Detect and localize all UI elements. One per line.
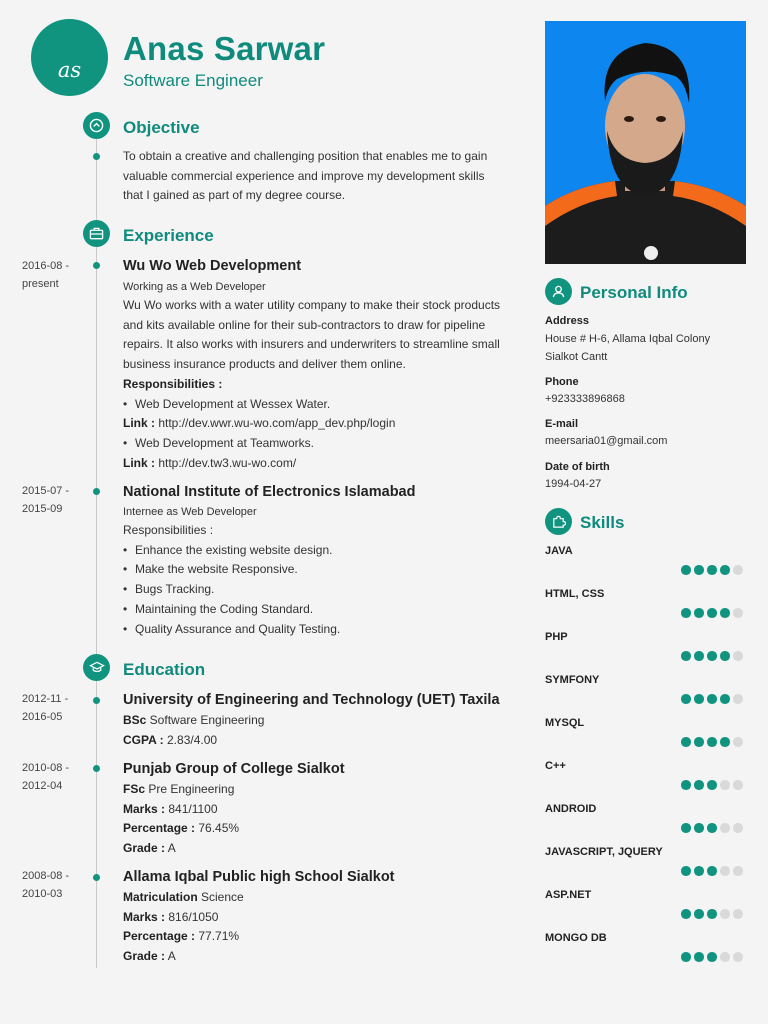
rating-dot	[694, 866, 704, 876]
timeline-dot	[93, 697, 100, 704]
rating-dot	[720, 694, 730, 704]
timeline-dot	[93, 153, 100, 160]
phone-label: Phone	[545, 376, 579, 388]
rating-dot	[733, 952, 743, 962]
rating-dot	[720, 737, 730, 747]
skill-rating	[681, 866, 743, 876]
timeline-dot	[93, 262, 100, 269]
rating-dot	[720, 608, 730, 618]
responsibilities-label: Responsibilities :	[123, 376, 223, 391]
email-value: meersaria01@gmail.com	[545, 435, 668, 447]
section-title-objective: Objective	[123, 118, 200, 137]
edu-date: 2012-11 - 2016-05	[22, 693, 69, 723]
rating-dot	[733, 866, 743, 876]
list-item: • Quality Assurance and Quality Testing.	[123, 620, 340, 640]
rating-dot	[681, 737, 691, 747]
rating-dot	[694, 737, 704, 747]
link-text[interactable]: http://dev.tw3.wu-wo.com/	[158, 455, 297, 470]
rating-dot	[733, 608, 743, 618]
job-company: Wu Wo Web Development	[123, 258, 302, 274]
timeline-line	[96, 128, 97, 968]
rating-dot	[733, 737, 743, 747]
rating-dot	[707, 866, 717, 876]
objective-text: To obtain a creative and challenging position that enables me to gain valuable commercial experience and improve my development skills that I gained as part of my degree course.	[123, 149, 488, 203]
rating-dot	[733, 565, 743, 575]
section-title-experience: Experience	[123, 226, 214, 245]
rating-dot	[681, 866, 691, 876]
rating-dot	[720, 909, 730, 919]
rating-dot	[694, 608, 704, 618]
target-icon	[83, 112, 110, 139]
rating-dot	[681, 780, 691, 790]
rating-dot	[707, 694, 717, 704]
rating-dot	[707, 565, 717, 575]
rating-dot	[681, 651, 691, 661]
skill-rating	[681, 909, 743, 919]
address-value: House # H-6, Allama Iqbal Colony Sialkot Cantt	[545, 333, 711, 363]
job-date: 2016-08 - present	[22, 260, 70, 290]
email-label: E-mail	[545, 418, 579, 430]
rating-dot	[720, 565, 730, 575]
list-item: • Web Development at Wessex Water.	[123, 395, 500, 415]
edu-date: 2010-08 - 2012-04	[22, 762, 70, 792]
link-text[interactable]: http://dev.wwr.wu-wo.com/app_dev.php/login	[158, 416, 396, 431]
edu-date: 2008-08 - 2010-03	[22, 870, 70, 900]
skill-rating	[681, 952, 743, 962]
rating-dot	[733, 651, 743, 661]
rating-dot	[707, 823, 717, 833]
skill-name: SYMFONY	[545, 674, 600, 686]
edu-details: Matriculation Science Marks : 816/1050 Percentage : 77.71% Grade : A	[123, 890, 244, 964]
rating-dot	[720, 651, 730, 661]
skill-rating	[681, 823, 743, 833]
timeline-dot	[93, 765, 100, 772]
rating-dot	[694, 565, 704, 575]
rating-dot	[694, 823, 704, 833]
rating-dot	[694, 651, 704, 661]
rating-dot	[681, 565, 691, 575]
skill-name: ANDROID	[545, 803, 597, 815]
skill-rating	[681, 565, 743, 575]
dob-value: 1994-04-27	[545, 478, 602, 490]
job-description: Wu Wo works with a water utility company to make their stock products and kits available online for their sub-contractors to draw for pipeline repairs. It also works with insurers and underwriters to streamline small business insurance products and deliver them online. Responsibilities : • Web Development at Wessex Water. Link : http://dev.wwr.wu-wo.com/app_dev.php/login • Web Development at Teamworks. Link : http://dev.tw3.wu-wo.com/	[123, 296, 500, 473]
rating-dot	[681, 608, 691, 618]
rating-dot	[694, 780, 704, 790]
edu-school: Punjab Group of College Sialkot	[123, 761, 345, 777]
skill-name: HTML, CSS	[545, 588, 605, 600]
rating-dot	[720, 866, 730, 876]
skill-rating	[681, 737, 743, 747]
list-item: • Bugs Tracking.	[123, 580, 340, 600]
rating-dot	[681, 694, 691, 704]
skill-name: ASP.NET	[545, 889, 592, 901]
job-date: 2015-07 - 2015-09	[22, 485, 70, 515]
skill-rating	[681, 694, 743, 704]
skill-name: MYSQL	[545, 717, 585, 729]
profile-photo	[545, 21, 746, 264]
rating-dot	[707, 952, 717, 962]
user-icon	[545, 278, 572, 305]
skill-rating	[681, 780, 743, 790]
list-item: • Maintaining the Coding Standard.	[123, 600, 340, 620]
rating-dot	[720, 952, 730, 962]
job-position: Working as a Web Developer	[123, 281, 266, 293]
briefcase-icon	[83, 220, 110, 247]
job-position: Internee as Web Developer	[123, 506, 257, 518]
timeline-dot	[93, 874, 100, 881]
rating-dot	[681, 823, 691, 833]
candidate-name: Anas Sarwar	[123, 30, 326, 67]
skill-name: JAVA	[545, 545, 573, 557]
rating-dot	[707, 737, 717, 747]
dob-label: Date of birth	[545, 461, 610, 473]
phone-value: +923333896868	[545, 393, 625, 405]
puzzle-icon	[545, 508, 572, 535]
rating-dot	[733, 909, 743, 919]
list-item: • Enhance the existing website design.	[123, 541, 340, 561]
rating-dot	[694, 952, 704, 962]
timeline-dot	[93, 488, 100, 495]
rating-dot	[720, 780, 730, 790]
initials-logo	[31, 19, 108, 96]
skill-name: MONGO DB	[545, 932, 607, 944]
graduation-cap-icon	[83, 654, 110, 681]
rating-dot	[707, 608, 717, 618]
skill-name: C++	[545, 760, 566, 772]
rating-dot	[694, 694, 704, 704]
rating-dot	[733, 694, 743, 704]
job-role: Software Engineer	[123, 71, 263, 90]
section-title-skills: Skills	[580, 513, 625, 532]
section-title-personal: Personal Info	[580, 283, 688, 302]
edu-school: University of Engineering and Technology (UET) Taxila	[123, 692, 500, 708]
skill-rating	[681, 608, 743, 618]
address-label: Address	[545, 315, 590, 327]
list-item: • Make the website Responsive.	[123, 560, 340, 580]
rating-dot	[681, 909, 691, 919]
edu-school: Allama Iqbal Public high School Sialkot	[123, 869, 395, 885]
list-item: • Web Development at Teamworks.	[123, 434, 500, 454]
portrait-image	[545, 21, 746, 264]
initials: as	[57, 58, 82, 82]
section-title-education: Education	[123, 660, 206, 679]
skill-name: JAVASCRIPT, JQUERY	[545, 846, 663, 858]
rating-dot	[707, 651, 717, 661]
job-responsibilities: Responsibilities : • Enhance the existing website design. • Make the website Responsive. • Bugs Tracking. • Maintaining the Coding Standard. • Quality Assurance and Quality Testing.	[123, 521, 340, 639]
skill-name: PHP	[545, 631, 568, 643]
rating-dot	[681, 952, 691, 962]
rating-dot	[694, 909, 704, 919]
rating-dot	[733, 823, 743, 833]
rating-dot	[707, 780, 717, 790]
rating-dot	[733, 780, 743, 790]
rating-dot	[720, 823, 730, 833]
rating-dot	[707, 909, 717, 919]
edu-details: FSc Pre Engineering Marks : 841/1100 Percentage : 76.45% Grade : A	[123, 782, 240, 856]
job-company: National Institute of Electronics Islamabad	[123, 484, 416, 500]
edu-details: BSc Software Engineering CGPA : 2.83/4.00	[123, 713, 265, 747]
skill-rating	[681, 651, 743, 661]
